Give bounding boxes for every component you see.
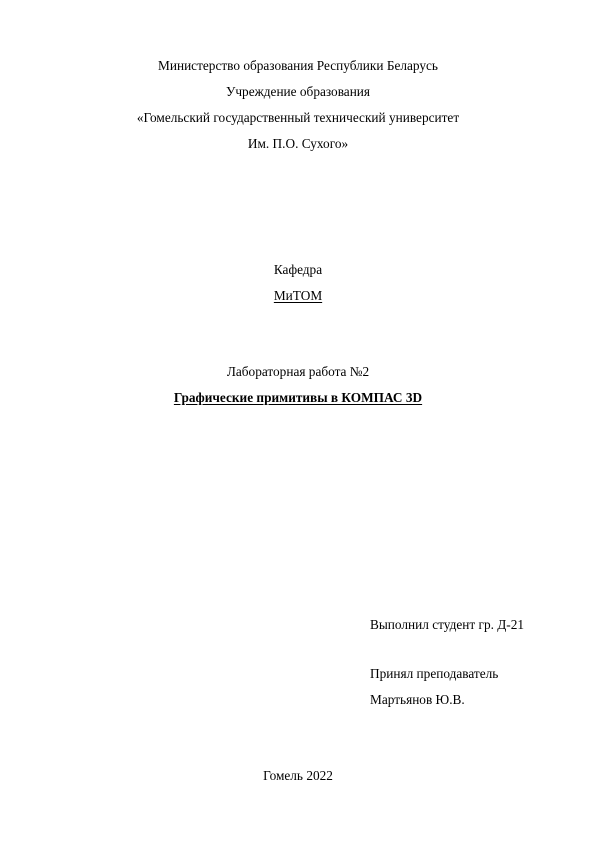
- work-title: Лабораторная работа №2: [226, 364, 370, 379]
- work-topic: Графические примитивы в КОМПАС 3D: [173, 390, 423, 405]
- university-name-line-1: «Гомельский государственный технический университет: [136, 110, 460, 125]
- performed-by-line: Выполнил студент гр. Д-21: [370, 617, 525, 632]
- teacher-name-line: Мартьянов Ю.В.: [370, 692, 465, 707]
- ministry-line: Министерство образования Республики Беларусь: [158, 58, 438, 73]
- department-name: МиТОМ: [273, 288, 323, 303]
- city-year-line: Гомель 2022: [263, 768, 333, 783]
- university-name-line-2: Им. П.О. Сухого»: [247, 136, 349, 151]
- department-label: Кафедра: [273, 262, 323, 277]
- institution-type-line: Учреждение образования: [225, 84, 371, 99]
- accepted-by-line: Принял преподаватель: [370, 666, 499, 681]
